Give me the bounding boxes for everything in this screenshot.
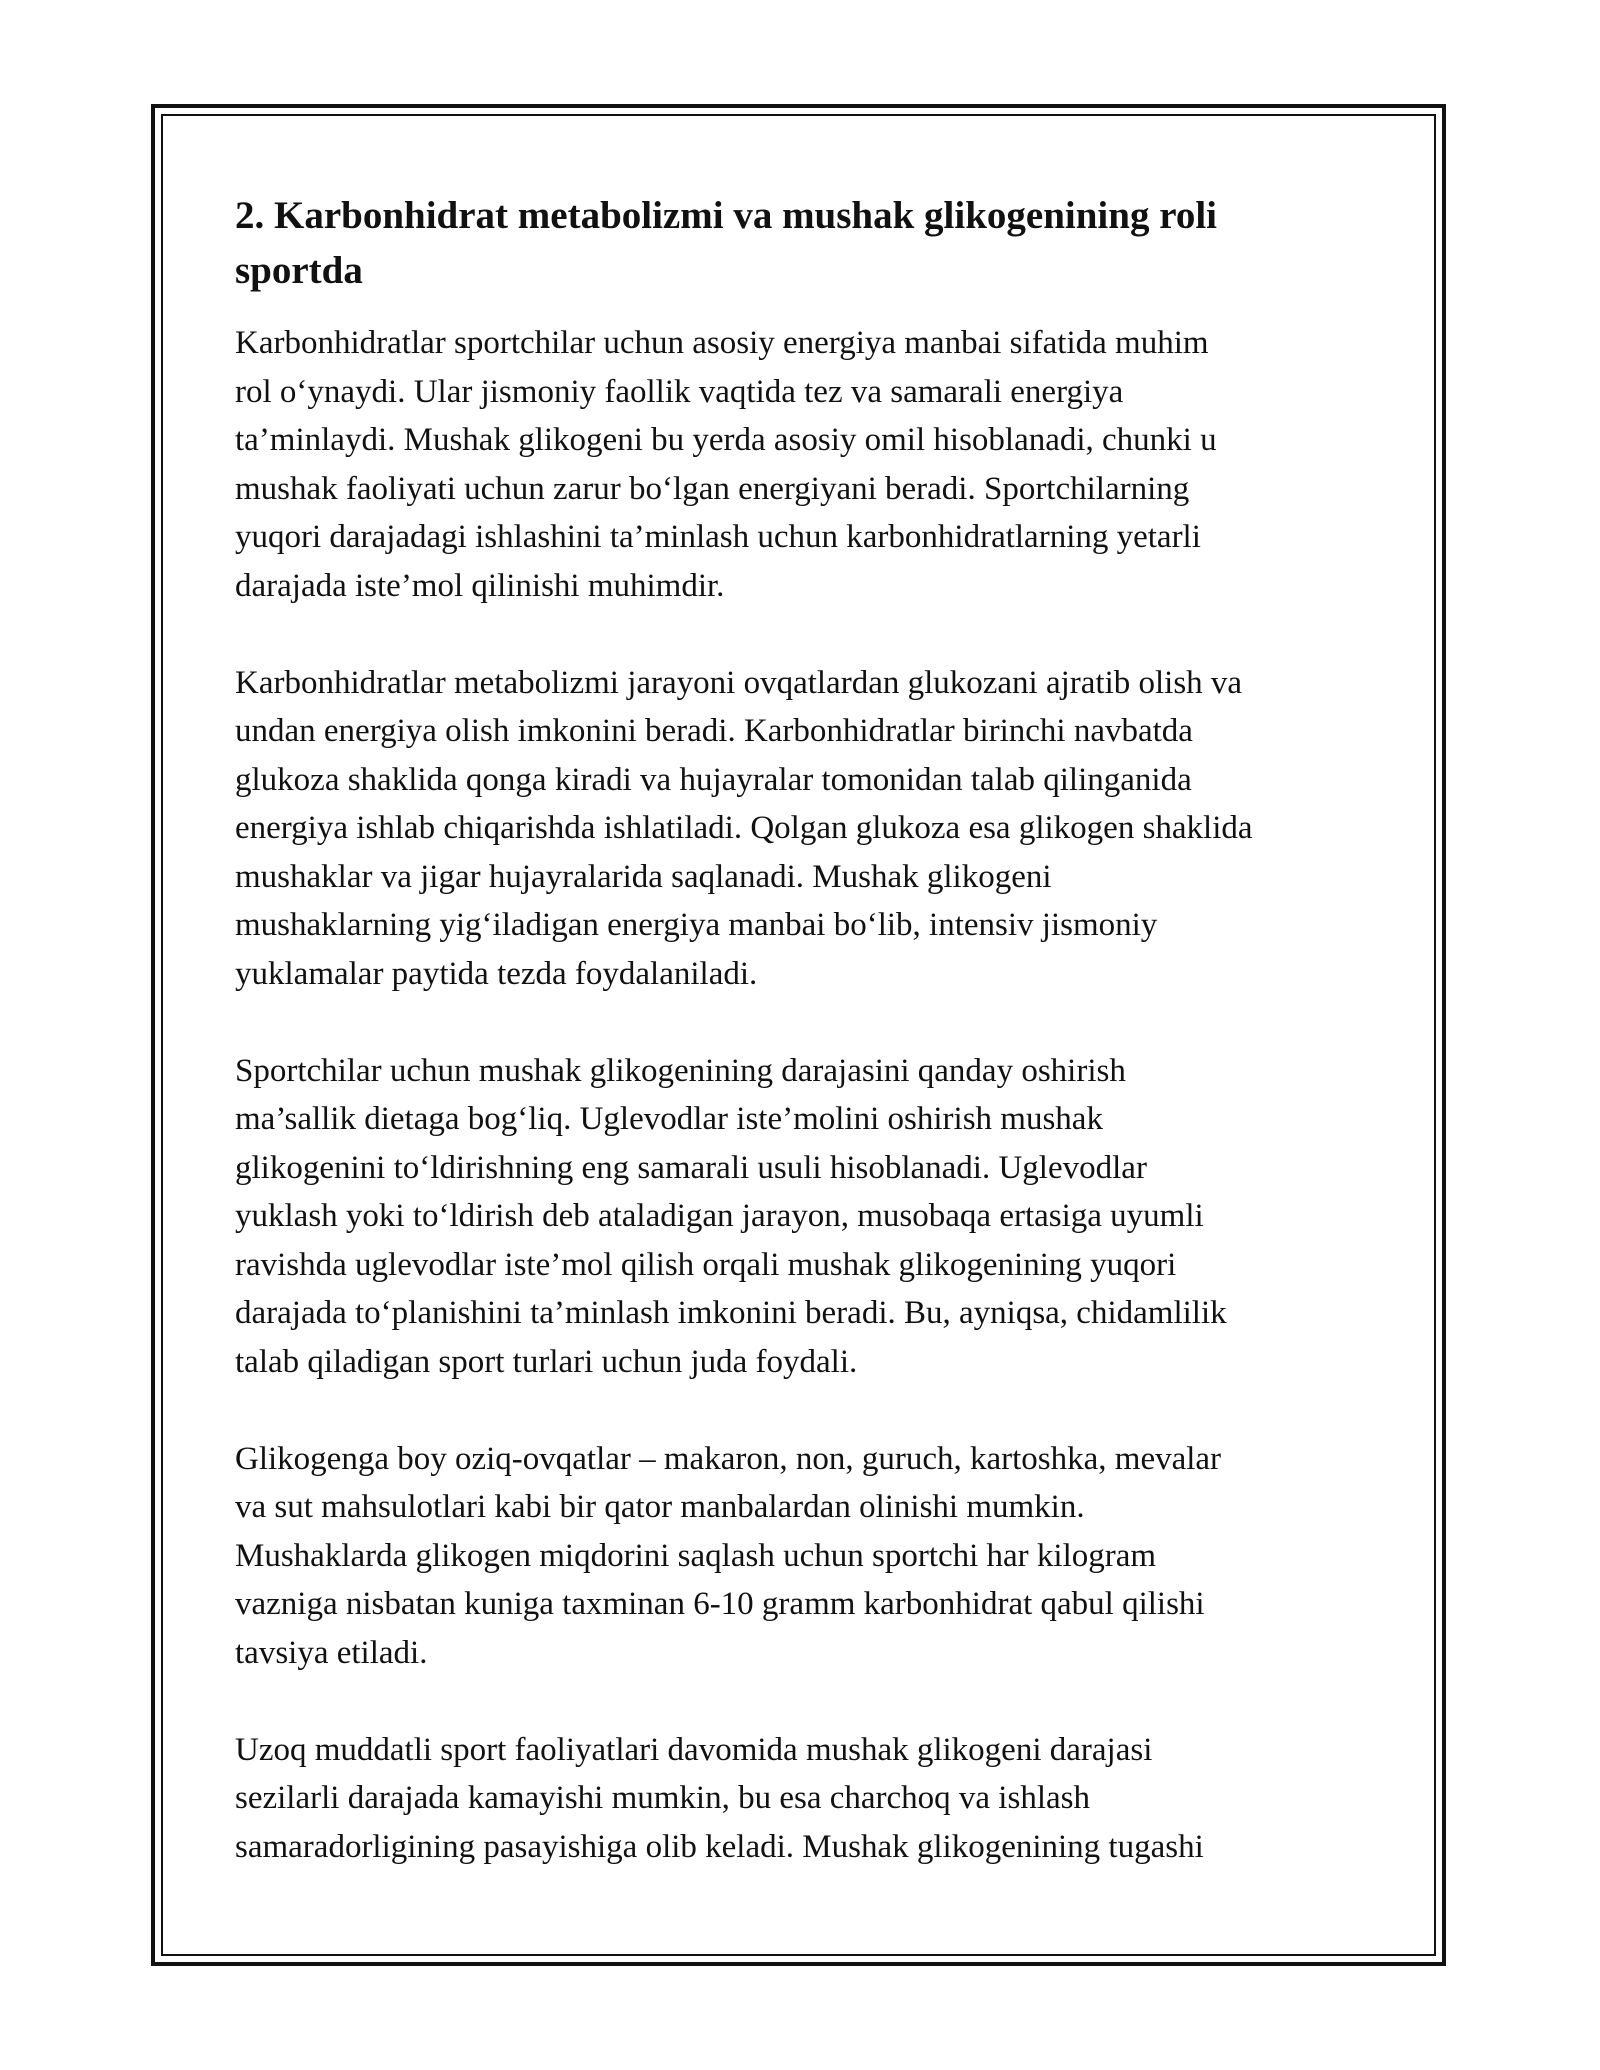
text-line: sezilarli darajada kamayishi mumkin, bu esa charchoq va ishlash: [235, 1780, 1090, 1816]
text-line: mushak faoliyati uchun zarur bo‘lgan energiyani beradi. Sportchilarning: [235, 470, 1190, 507]
heading-line: 2. Karbonhidrat metabolizmi va mushak glikogenining roli: [235, 194, 1217, 237]
text-line: samaradorligining pasayishiga olib keladi. Mushak glikogenining tugashi: [235, 1828, 1204, 1865]
text-line: glukoza shaklida qonga kiradi va hujayralar tomonidan talab qilinganida: [235, 761, 1192, 798]
text-line: Uzoq muddatli sport faoliyatlari davomida mushak glikogeni darajasi: [235, 1731, 1153, 1768]
text-line: mushaklarning yig‘iladigan energiya manbai bo‘lib, intensiv jismoniy: [235, 907, 1158, 943]
paragraph-1: [235, 319, 1375, 610]
text-line: undan energiya olish imkonini beradi. Karbonhidratlar birinchi navbatda: [235, 713, 1193, 749]
text-line: glikogenini to‘ldirishning eng samarali usuli hisoblanadi. Uglevodlar: [235, 1149, 1147, 1186]
text-line: energiya ishlab chiqarishda ishlatiladi. Qolgan glukoza esa glikogen shaklida: [235, 810, 1253, 846]
paragraph-4: [235, 1435, 1375, 1678]
paragraph-5: [235, 1726, 1375, 1872]
text-line: talab qiladigan sport turlari uchun juda foydali.: [235, 1343, 858, 1380]
text-line: Karbonhidratlar metabolizmi jarayoni ovqatlardan glukozani ajratib olish va: [235, 664, 1243, 701]
text-line: mushaklar va jigar hujayralarida saqlanadi. Mushak glikogeni: [235, 858, 1052, 895]
text-line: yuqori darajadagi ishlashini ta’minlash uchun karbonhidratlarning yetarli: [235, 519, 1201, 555]
text-line: Mushaklarda glikogen miqdorini saqlash uchun sportchi har kilogram: [235, 1537, 1157, 1574]
text-line: ta’minlaydi. Mushak glikogeni bu yerda asosiy omil hisoblanadi, chunki u: [235, 422, 1217, 458]
text-line: va sut mahsulotlari kabi bir qator manbalardan olinishi mumkin.: [235, 1489, 1085, 1525]
text-line: vazniga nisbatan kuniga taxminan 6-10 gramm karbonhidrat qabul qilishi: [235, 1586, 1205, 1622]
text-line: darajada iste’mol qilinishi muhimdir.: [235, 567, 725, 604]
text-line: Karbonhidratlar sportchilar uchun asosiy energiya manbai sifatida muhim: [235, 325, 1209, 361]
text-line: Glikogenga boy oziq-ovqatlar – makaron, non, guruch, kartoshka, mevalar: [235, 1440, 1222, 1477]
text-line: Sportchilar uchun mushak glikogenining darajasini qanday oshirish: [235, 1052, 1126, 1089]
text-line: yuklash yoki to‘ldirish deb ataladigan jarayon, musobaqa ertasiga uyumli: [235, 1198, 1204, 1234]
heading-line: sportda: [235, 249, 363, 292]
text-line: rol o‘ynaydi. Ular jismoniy faollik vaqtida tez va samarali energiya: [235, 373, 1124, 410]
text-line: yuklamalar paytida tezda foydalaniladi.: [235, 955, 758, 992]
paragraph-3: [235, 1047, 1375, 1387]
section-heading: [235, 188, 1375, 298]
text-line: tavsiya etiladi.: [235, 1634, 428, 1671]
text-line: ravishda uglevodlar iste’mol qilish orqali mushak glikogenining yuqori: [235, 1246, 1177, 1283]
text-line: darajada to‘planishini ta’minlash imkonini beradi. Bu, ayniqsa, chidamlilik: [235, 1295, 1227, 1331]
document-body: [235, 188, 1375, 1920]
text-line: ma’sallik dietaga bog‘liq. Uglevodlar iste’molini oshirish mushak: [235, 1101, 1103, 1137]
paragraph-2: [235, 659, 1375, 999]
